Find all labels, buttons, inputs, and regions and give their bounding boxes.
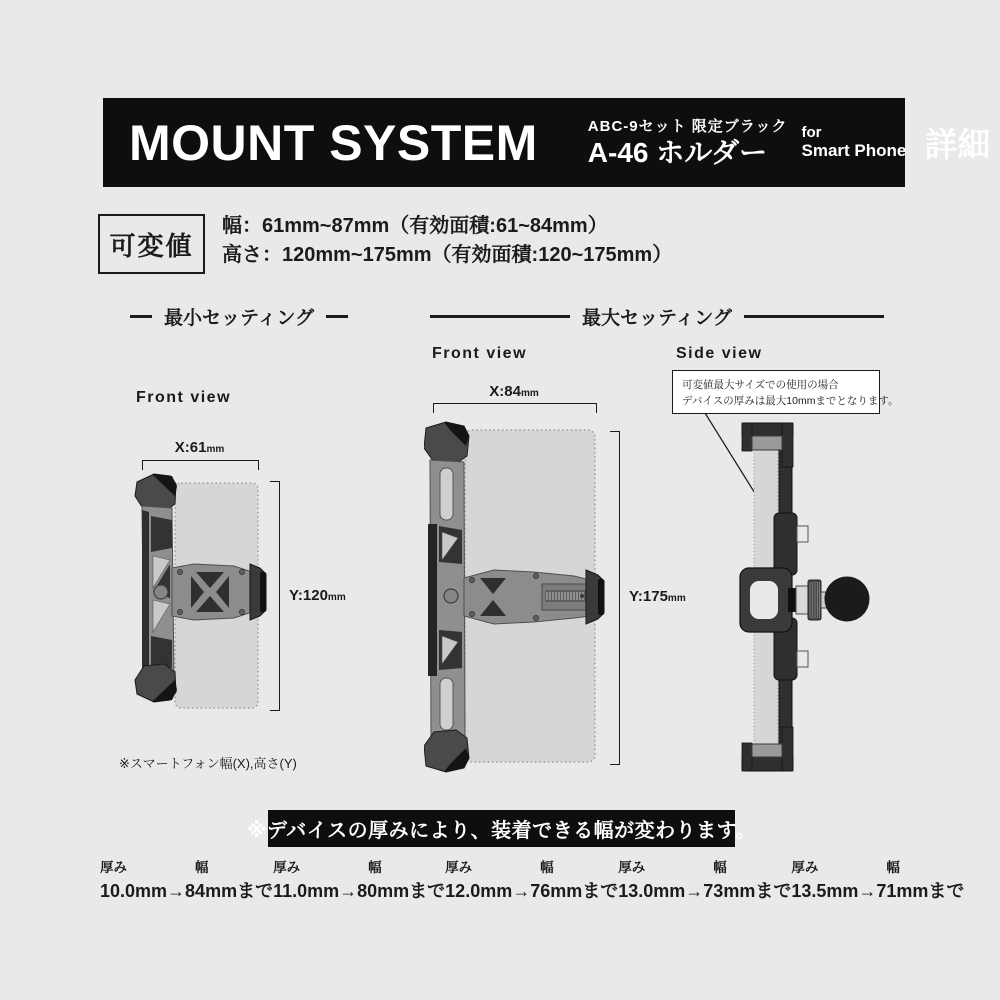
width-header: 幅 bbox=[713, 860, 727, 875]
product-set-label: ABC-9セット 限定ブラック bbox=[587, 117, 788, 135]
width-header: 幅 bbox=[886, 860, 900, 875]
thickness-header: 厚み bbox=[100, 860, 127, 875]
spec-width-line: 幅：61mm~87mm（有効面積:61~84mm） bbox=[222, 215, 608, 237]
max-x-value: X:84 bbox=[489, 383, 521, 400]
thickness-table bbox=[100, 860, 965, 901]
side-view-label: Side view bbox=[676, 345, 763, 362]
width-header: 幅 bbox=[195, 860, 209, 875]
side-view-drawing bbox=[667, 418, 880, 776]
spec-height-line: 高さ：120mm~175mm（有効面積:120~175mm） bbox=[222, 244, 673, 266]
divider-line bbox=[744, 315, 884, 317]
table-group bbox=[273, 861, 445, 900]
max-holder-drawing bbox=[424, 418, 620, 776]
width-header: 幅 bbox=[368, 860, 382, 875]
table-value: 11.0mm→80mmまで bbox=[273, 880, 446, 901]
header-bar bbox=[103, 98, 991, 187]
variable-value-box bbox=[98, 214, 205, 274]
min-front-view-label: Front view bbox=[136, 389, 232, 406]
note-line-1: 可変値最大サイズでの使用の場合 bbox=[682, 379, 839, 391]
min-holder-drawing bbox=[134, 460, 274, 716]
min-x-value: X:61 bbox=[174, 439, 207, 456]
table-group bbox=[618, 861, 791, 900]
product-model-label: A-46 ホルダー bbox=[587, 136, 768, 168]
table-group bbox=[445, 861, 618, 900]
product-title: MOUNT SYSTEM bbox=[129, 114, 538, 171]
for-block bbox=[802, 124, 907, 161]
thickness-banner-text: ※デバイスの厚みにより、装着できる幅が変わります。 bbox=[247, 820, 756, 842]
variable-value-label: 可変値 bbox=[109, 230, 194, 261]
max-x-dimension-label bbox=[433, 383, 595, 400]
thickness-banner bbox=[247, 810, 756, 847]
max-y-value: Y:175 bbox=[629, 588, 668, 605]
max-setting-label: 最大セッティング bbox=[581, 308, 733, 329]
for-target-label: Smart Phone bbox=[801, 141, 907, 161]
thickness-header: 厚み bbox=[445, 860, 473, 875]
note-line-2: デバイスの厚みは最大10mmまでとなります。 bbox=[682, 395, 899, 408]
min-y-unit: mm bbox=[327, 592, 346, 603]
for-label: for bbox=[801, 124, 822, 142]
table-value: 12.0mm→76mmまで bbox=[445, 880, 619, 901]
note-box bbox=[672, 370, 899, 414]
table-group bbox=[100, 861, 273, 900]
thickness-header: 厚み bbox=[618, 860, 646, 875]
max-y-unit: mm bbox=[667, 593, 686, 604]
table-value: 13.5mm→71mmまで bbox=[791, 880, 965, 901]
thickness-header: 厚み bbox=[273, 860, 301, 875]
max-x-unit: mm bbox=[520, 388, 539, 399]
min-setting-label: 最小セッティング bbox=[164, 308, 315, 329]
table-value: 13.0mm→73mmまで bbox=[618, 880, 792, 901]
min-x-unit: mm bbox=[206, 444, 225, 455]
divider-line bbox=[130, 315, 152, 317]
max-front-view-label: Front view bbox=[432, 345, 528, 362]
min-x-dimension-label bbox=[142, 439, 257, 456]
variable-spec-lines bbox=[222, 212, 672, 270]
thickness-header: 厚み bbox=[791, 860, 819, 875]
ball-mount bbox=[825, 577, 870, 622]
min-setting-section-title bbox=[130, 303, 350, 330]
product-sub-block bbox=[588, 119, 788, 167]
table-value: 10.0mm→84mmまで bbox=[100, 880, 274, 901]
min-y-value: Y:120 bbox=[289, 587, 328, 604]
table-group bbox=[791, 861, 964, 900]
detail-label: 詳細 bbox=[924, 126, 991, 163]
divider-line bbox=[326, 315, 348, 317]
min-y-dimension-label bbox=[289, 587, 346, 604]
max-setting-section-title bbox=[430, 303, 884, 330]
divider-line bbox=[430, 315, 570, 317]
smartphone-footnote: ※スマートフォン幅(X),高さ(Y) bbox=[119, 756, 297, 771]
max-x-dimension-bracket bbox=[433, 403, 597, 413]
width-header: 幅 bbox=[540, 860, 554, 875]
